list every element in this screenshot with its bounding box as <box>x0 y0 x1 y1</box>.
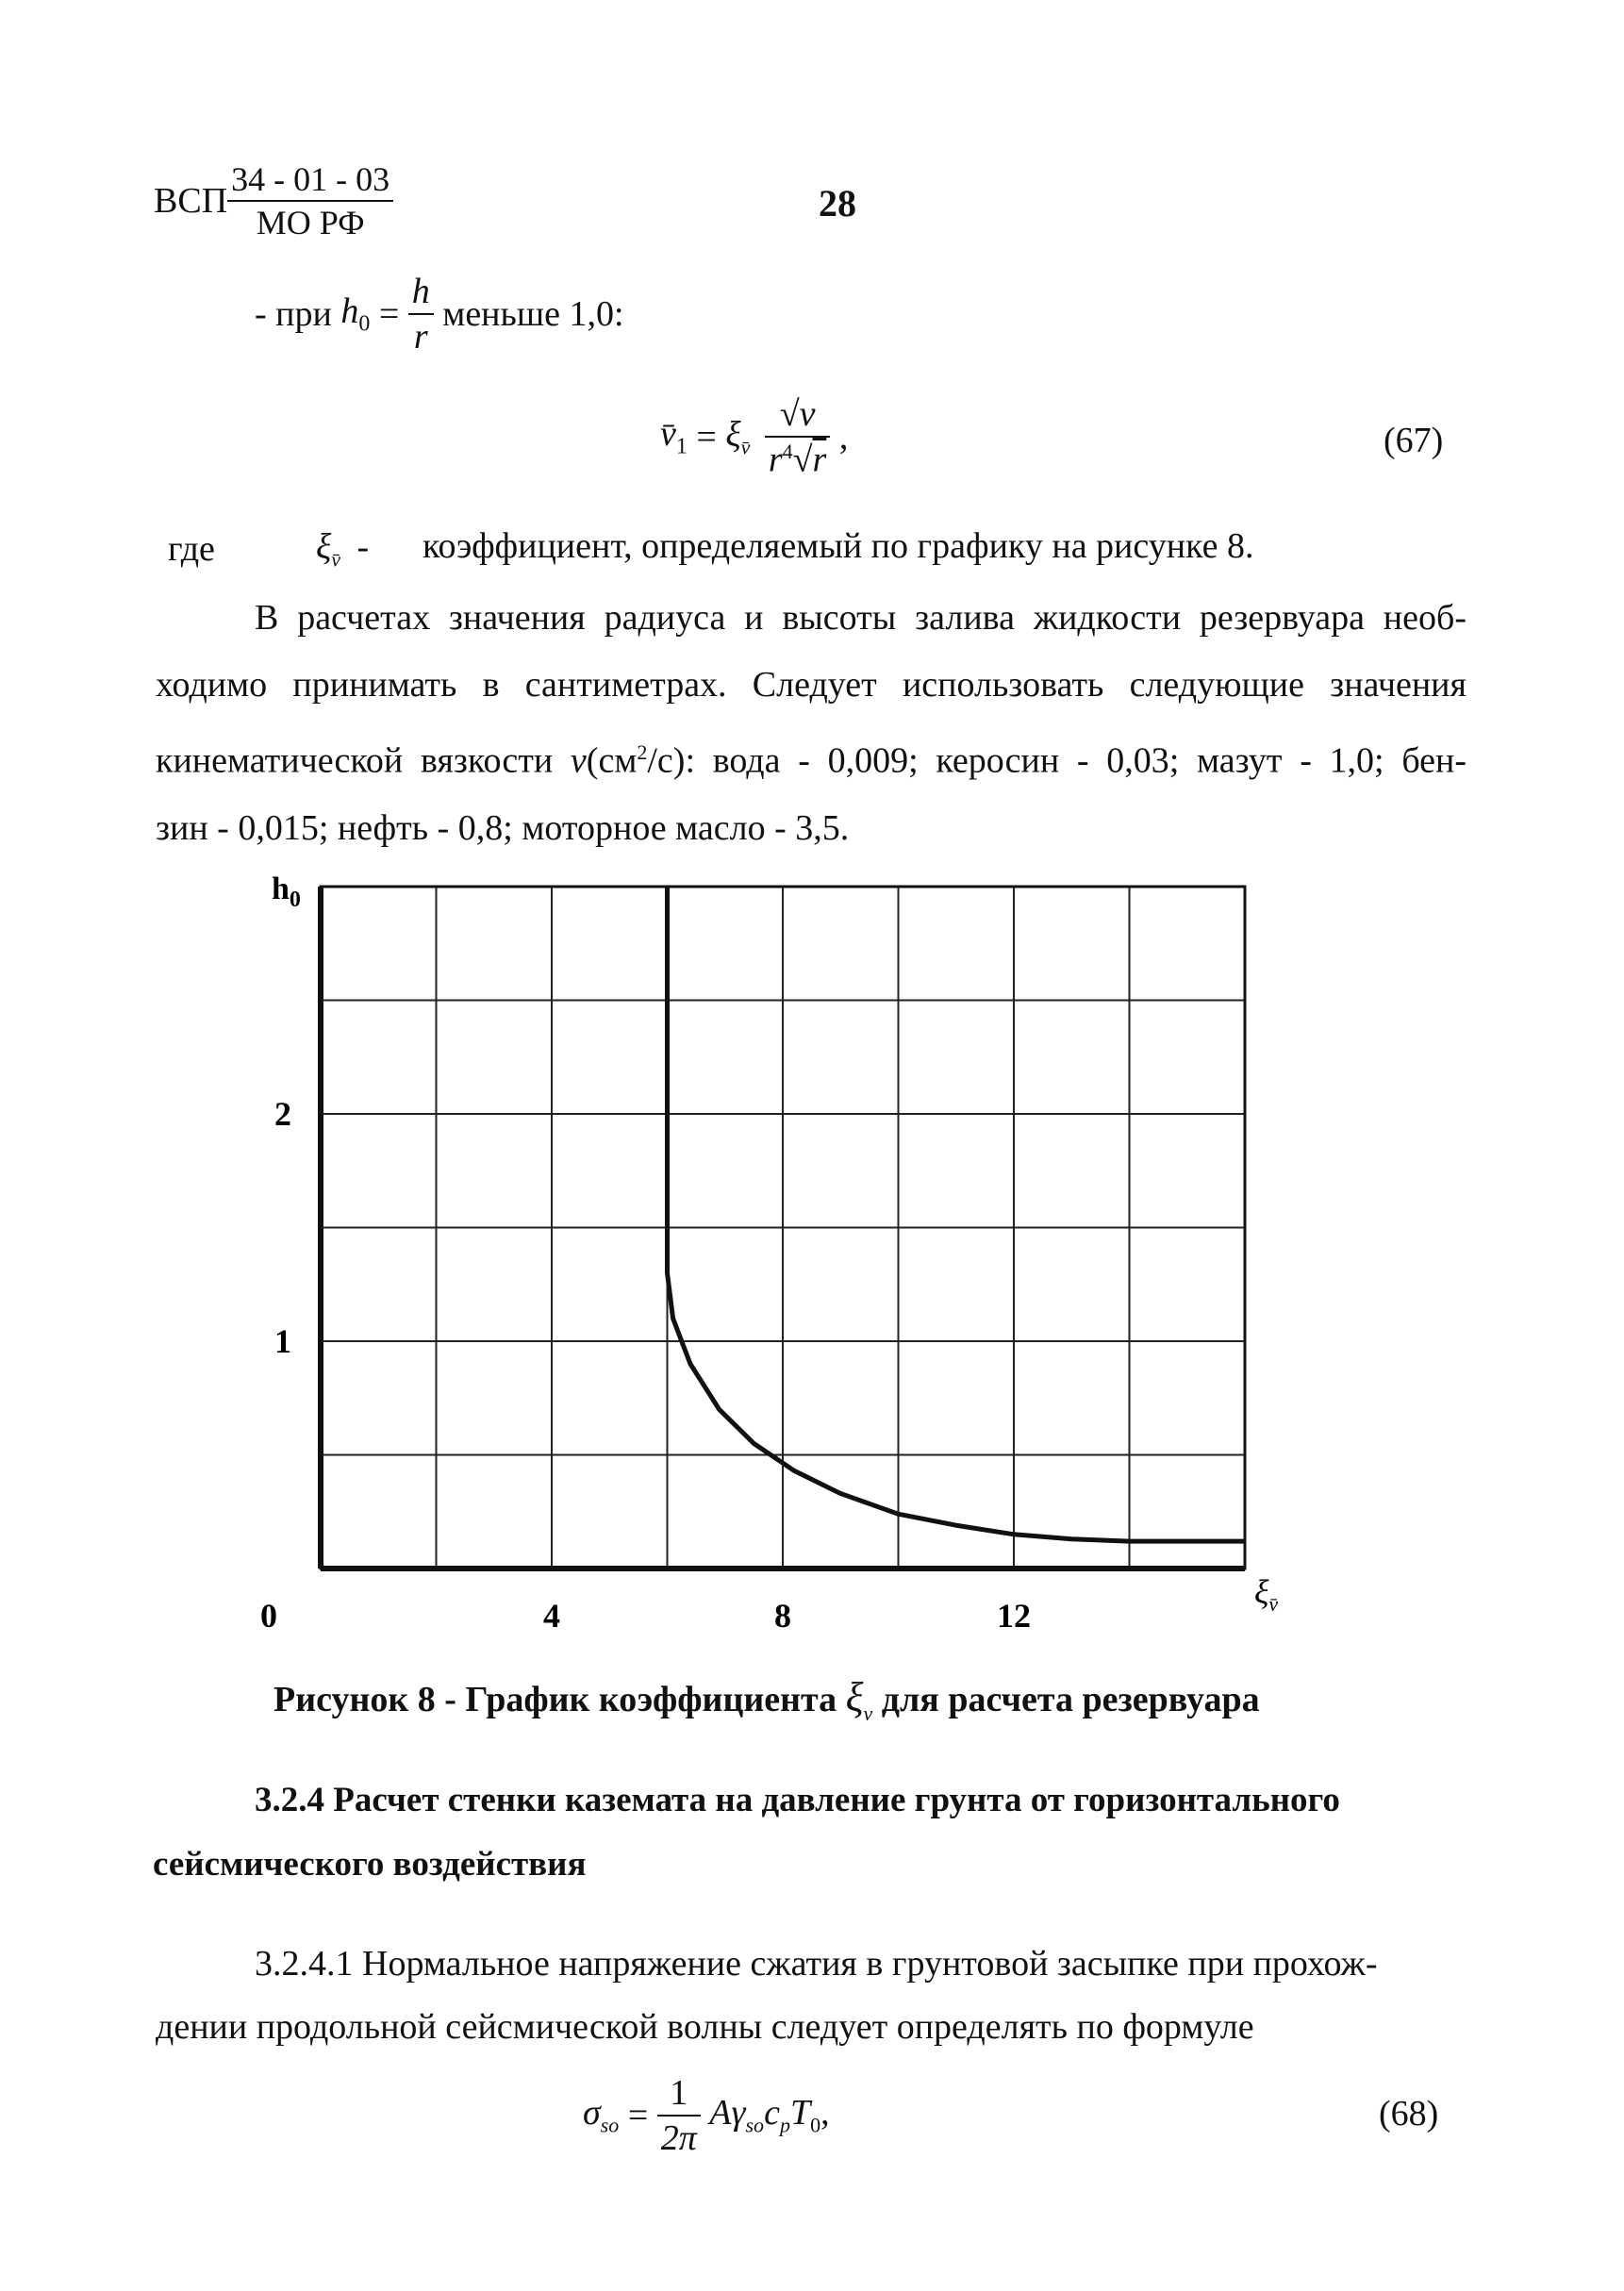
formula-67-number: (67) <box>1384 421 1444 460</box>
f68-eq: = <box>627 2096 649 2135</box>
chart-tick-labels <box>260 1095 1031 1635</box>
formula-68-number: (68) <box>1379 2094 1439 2133</box>
caption-text-b: для расчета резервуара <box>881 1680 1260 1719</box>
chart-grid <box>321 887 1245 1569</box>
condition-h0: $h_0$ <box>340 291 371 337</box>
p1-line-3: кинематической вязкости $\nu(см^2/с)$: вода - 0,009; керосин - 0,03; мазут - 1,0; бен- <box>156 740 1467 781</box>
section-heading-line-1: 3.2.4 Расчет стенки каземата на давление грунта от горизонтального <box>255 1781 1340 1819</box>
x-tick-label: 12 <box>997 1597 1031 1635</box>
doc-prefix: ВСП <box>154 181 228 221</box>
condition-prefix: - при <box>255 294 332 334</box>
condition-eq: = <box>378 294 400 334</box>
caption-symbol: $\xi_\nu$ <box>845 1674 873 1725</box>
formula-68 <box>583 2075 830 2156</box>
x-tick-label: 0 <box>260 1597 277 1635</box>
y-tick-label: 2 <box>274 1095 291 1133</box>
p1-line-4: зин - 0,015; нефть - 0,8; моторное масло - 3,5. <box>156 807 850 848</box>
x-axis-label: $\xi_{v̄}$ <box>1254 1573 1279 1616</box>
condition-fraction: $\frac{h}{r}$ <box>408 274 434 355</box>
page-number: 28 <box>819 182 856 224</box>
f68-fraction: $\frac{1}{2\pi}$ <box>657 2075 701 2156</box>
condition-suffix: меньше 1,0: <box>442 294 624 334</box>
f68-rhs: $A\gamma_{so}c_pT_0$, <box>709 2093 830 2137</box>
f67-denominator: $r^4√r$ <box>768 440 827 480</box>
section-heading-line-2: сейсмического воздействия <box>153 1845 587 1884</box>
where-text: коэффициент, определяемый по графику на рисунке 8. <box>423 526 1254 566</box>
doc-denominator: МО РФ <box>256 204 365 241</box>
f67-xi: $\xi_{v̄}$ <box>725 414 751 459</box>
f67-numerator: √v <box>765 396 830 438</box>
x-tick-label: 4 <box>543 1597 560 1635</box>
chart-series-line <box>668 887 1246 1541</box>
p2-line-1: 3.2.4.1 Нормальное напряжение сжатия в грунтовой засыпке при прохож- <box>255 1944 1378 1984</box>
doc-numerator: 34 - 01 - 03 <box>227 162 393 202</box>
where-symbol: $\xi_{v̄}$ - <box>316 527 370 572</box>
caption-text-a: Рисунок 8 - График коэффициента <box>273 1680 837 1719</box>
f68-lhs: $\sigma_{so}$ <box>583 2093 620 2137</box>
y-axis-label: $h_0$ <box>272 872 301 912</box>
f67-lhs: $v̄_1$ <box>660 414 688 459</box>
p1-line-2: ходимо принимать в сантиметрах. Следует использовать следующие значения <box>156 665 1467 705</box>
p2-line-2: дении продольной сейсмической волны следует определять по формуле <box>156 2007 1254 2047</box>
f67-eq: = <box>696 417 717 457</box>
where-label: где <box>168 529 215 569</box>
f67-tail: , <box>838 417 849 457</box>
x-tick-label: 8 <box>774 1597 791 1635</box>
y-tick-label: 1 <box>274 1322 291 1360</box>
p1-line-1: В расчетах значения радиуса и высоты залива жидкости резервуара необ- <box>255 598 1467 638</box>
figure-caption <box>273 1674 1260 1725</box>
